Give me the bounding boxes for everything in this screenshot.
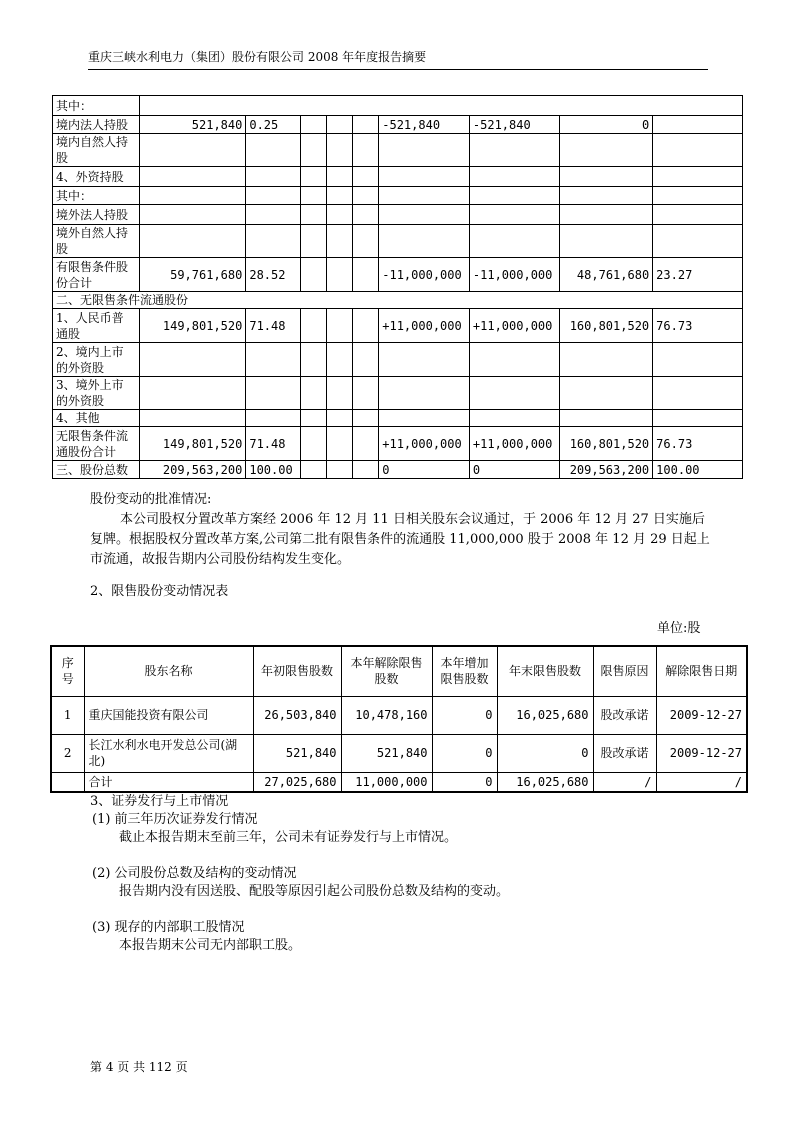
section3-item1-heading: (1) 前三年历次证券发行情况: [92, 812, 258, 827]
section3-item2-heading: (2) 公司股份总数及结构的变动情况: [92, 866, 297, 881]
row-added: 0: [432, 696, 497, 734]
cell-c7: [469, 225, 559, 258]
section3-item2-text: 报告期内没有因送股、配股等原因引起公司股份总数及结构的变动。: [119, 884, 510, 899]
cell-c4: [326, 258, 352, 292]
cell-c7: +11,000,000: [469, 309, 559, 343]
cell-c6: -11,000,000: [379, 258, 470, 292]
cell-c5: [353, 187, 379, 205]
cell-c4: [326, 187, 352, 205]
cell-c3: [300, 225, 326, 258]
cell-c6: [379, 343, 470, 377]
table-row: [53, 225, 743, 258]
cell-c5: [353, 410, 379, 427]
cell-c3: [300, 116, 326, 134]
cell-c6: -521,840: [379, 116, 470, 134]
cell-c2: [246, 187, 300, 205]
cell-c5: [353, 427, 379, 461]
table2-header-row: [51, 646, 747, 696]
cell-c8: [559, 205, 653, 225]
cell-c8: 48,761,680: [559, 258, 653, 292]
cell-c1: 149,801,520: [139, 309, 246, 343]
cell-c2: 0.25: [246, 116, 300, 134]
cell-c8: [559, 410, 653, 427]
cell-c1: [139, 410, 246, 427]
table-row: [53, 96, 743, 116]
header-start: 年初限售股数: [253, 646, 341, 696]
cell-c8: 209,563,200: [559, 461, 653, 479]
cell-c4: [326, 427, 352, 461]
section3-item1-text: 截止本报告期末至前三年，公司未有证券发行与上市情况。: [119, 830, 458, 845]
cell-c9: [653, 167, 743, 187]
row-no: 1: [51, 696, 84, 734]
cell-c5: [353, 258, 379, 292]
row-released: 10,478,160: [341, 696, 432, 734]
cell-c4: [326, 205, 352, 225]
cell-c2: [246, 410, 300, 427]
row-label: 境内自然人持股: [53, 134, 140, 167]
row-reason: 股改承诺: [593, 734, 656, 772]
table-row: [53, 461, 743, 479]
cell-c4: [326, 167, 352, 187]
table-row: [51, 696, 747, 734]
cell-c9: [653, 225, 743, 258]
cell-c2: 28.52: [246, 258, 300, 292]
cell-c8: 160,801,520: [559, 309, 653, 343]
row-start: 26,503,840: [253, 696, 341, 734]
cell-c2: [246, 134, 300, 167]
total-date: /: [656, 772, 747, 792]
row-label: 1、人民币普通股: [53, 309, 140, 343]
cell-c9: [653, 187, 743, 205]
cell-c2: [246, 225, 300, 258]
unit-label: 单位:股: [657, 621, 701, 636]
row-label: 4、其他: [53, 410, 140, 427]
section2-title: 2、限售股份变动情况表: [90, 584, 229, 599]
total-row: [51, 772, 747, 792]
table-row: [53, 410, 743, 427]
header-no: 序号: [51, 646, 84, 696]
cell-c4: [326, 225, 352, 258]
cell-c1: 209,563,200: [139, 461, 246, 479]
section3-title: 3、证券发行与上市情况: [90, 794, 229, 809]
cell-c8: [559, 187, 653, 205]
row-name: 长江水利水电开发总公司(湖北): [84, 734, 253, 772]
table-row: [53, 258, 743, 292]
cell-c5: [353, 134, 379, 167]
cell-c9: 23.27: [653, 258, 743, 292]
table-row: [53, 309, 743, 343]
table-row: [53, 167, 743, 187]
section3-item3-text: 本报告期末公司无内部职工股。: [119, 938, 302, 953]
header-reason: 限售原因: [593, 646, 656, 696]
cell-c6: [379, 377, 470, 410]
cell-c7: [469, 205, 559, 225]
cell-c6: [379, 410, 470, 427]
cell-c5: [353, 309, 379, 343]
cell-c3: [300, 309, 326, 343]
report-title: 重庆三峡水利电力（集团）股份有限公司 2008 年年度报告摘要: [88, 50, 427, 64]
cell-c4: [326, 377, 352, 410]
cell-c1: [139, 343, 246, 377]
cell-c3: [300, 258, 326, 292]
row-label: 其中：: [53, 96, 140, 116]
cell-c3: [300, 134, 326, 167]
cell-c2: [246, 343, 300, 377]
cell-c7: 0: [469, 461, 559, 479]
cell-c1: 521,840: [139, 116, 246, 134]
cell-c4: [326, 461, 352, 479]
cell-c9: [653, 343, 743, 377]
cell-c7: [469, 134, 559, 167]
cell-c1: 149,801,520: [139, 427, 246, 461]
cell-c7: -521,840: [469, 116, 559, 134]
cell-c5: [353, 377, 379, 410]
cell-c3: [300, 410, 326, 427]
row-label: 三、股份总数: [53, 461, 140, 479]
cell-c6: [379, 187, 470, 205]
cell-c5: [353, 116, 379, 134]
cell-c2: 71.48: [246, 427, 300, 461]
row-label: 其中：: [53, 187, 140, 205]
cell-c2: [246, 167, 300, 187]
row-label: 2、境内上市的外资股: [53, 343, 140, 377]
row-label: 境外自然人持股: [53, 225, 140, 258]
restricted-shares-table: [50, 645, 748, 793]
row-label: 有限售条件股份合计: [53, 258, 140, 292]
cell-c8: 0: [559, 116, 653, 134]
cell-c2: [246, 377, 300, 410]
cell-c8: [559, 167, 653, 187]
row-label: 境内法人持股: [53, 116, 140, 134]
cell-c9: [653, 134, 743, 167]
cell-c1: [139, 134, 246, 167]
row-end: 16,025,680: [497, 696, 593, 734]
cell-c8: [559, 225, 653, 258]
row-end: 0: [497, 734, 593, 772]
cell-c3: [300, 167, 326, 187]
row-released: 521,840: [341, 734, 432, 772]
page-header: [88, 48, 708, 70]
row-label: 3、境外上市的外资股: [53, 377, 140, 410]
table-row: [53, 427, 743, 461]
page-number: 第 4 页 共 112 页: [90, 1060, 188, 1074]
total-reason: /: [593, 772, 656, 792]
cell-c6: [379, 134, 470, 167]
cell-c1: [139, 167, 246, 187]
header-released: 本年解除限售股数: [341, 646, 432, 696]
table-row: [53, 292, 743, 309]
cell-c9: [653, 410, 743, 427]
cell-c2: 71.48: [246, 309, 300, 343]
section3-item3-heading: (3) 现存的内部职工股情况: [92, 920, 245, 935]
cell-c7: [469, 377, 559, 410]
table-row: [53, 134, 743, 167]
row-label: 境外法人持股: [53, 205, 140, 225]
cell-c7: [469, 410, 559, 427]
cell-c5: [353, 343, 379, 377]
cell-c9: 100.00: [653, 461, 743, 479]
cell-c5: [353, 461, 379, 479]
header-end: 年末限售股数: [497, 646, 593, 696]
cell-c1: 59,761,680: [139, 258, 246, 292]
cell-c9: [653, 205, 743, 225]
share-structure-table: [52, 95, 743, 479]
cell-c8: [559, 377, 653, 410]
cell-c8: [559, 343, 653, 377]
cell-c6: [379, 225, 470, 258]
total-added: 0: [432, 772, 497, 792]
cell-c7: [469, 187, 559, 205]
total-label: 合计: [84, 772, 253, 792]
row-start: 521,840: [253, 734, 341, 772]
cell-c1: [139, 377, 246, 410]
total-released: 11,000,000: [341, 772, 432, 792]
row-added: 0: [432, 734, 497, 772]
cell-c6: 0: [379, 461, 470, 479]
cell-c3: [300, 461, 326, 479]
row-no: 2: [51, 734, 84, 772]
cell-c5: [353, 205, 379, 225]
row-label: 无限售条件流通股份合计: [53, 427, 140, 461]
table-row: [53, 187, 743, 205]
row-label: 二、无限售条件流通股份: [53, 292, 743, 309]
cell-c6: [379, 167, 470, 187]
row-label: 4、外资持股: [53, 167, 140, 187]
table-row: [53, 116, 743, 134]
row-reason: 股改承诺: [593, 696, 656, 734]
table-row: [53, 205, 743, 225]
cell-c1: [139, 205, 246, 225]
cell-c5: [353, 225, 379, 258]
cell-c3: [300, 427, 326, 461]
total-start: 27,025,680: [253, 772, 341, 792]
cell-c4: [326, 410, 352, 427]
header-name: 股东名称: [84, 646, 253, 696]
cell-c5: [353, 167, 379, 187]
cell-c3: [300, 343, 326, 377]
cell-c6: [379, 205, 470, 225]
cell-c6: +11,000,000: [379, 427, 470, 461]
cell-c3: [300, 205, 326, 225]
cell-c9: [653, 116, 743, 134]
row-name: 重庆国能投资有限公司: [84, 696, 253, 734]
cell-c8: 160,801,520: [559, 427, 653, 461]
header-added: 本年增加限售股数: [432, 646, 497, 696]
cell-c8: [559, 134, 653, 167]
cell-c1: [139, 225, 246, 258]
cell-c4: [326, 309, 352, 343]
total-end: 16,025,680: [497, 772, 593, 792]
table-row: [51, 734, 747, 772]
cell-c3: [300, 377, 326, 410]
cell-c7: +11,000,000: [469, 427, 559, 461]
cell-c9: 76.73: [653, 427, 743, 461]
cell-c9: [653, 377, 743, 410]
approval-text: 本公司股权分置改革方案经 2006 年 12 月 11 日相关股东会议通过，于 2006 年 12 月 27 日实施后复牌。根据股权分置改革方案,公司第二批有限售条件的流通股 11,000,000 股于 2008 年 12 月 29 日起上市流通，故报告期内公司股份结构发生变化。: [90, 512, 710, 567]
approval-heading: 股份变动的批准情况:: [90, 492, 212, 507]
table-row: [53, 343, 743, 377]
cell-c4: [326, 134, 352, 167]
cell-c2: 100.00: [246, 461, 300, 479]
header-date: 解除限售日期: [656, 646, 747, 696]
cell-c9: 76.73: [653, 309, 743, 343]
cell-c4: [326, 116, 352, 134]
table-row: [53, 377, 743, 410]
cell-c7: [469, 343, 559, 377]
row-date: 2009-12-27: [656, 734, 747, 772]
cell-c2: [246, 205, 300, 225]
cell-c7: -11,000,000: [469, 258, 559, 292]
cell-c1: [139, 187, 246, 205]
cell-c4: [326, 343, 352, 377]
cell-c6: +11,000,000: [379, 309, 470, 343]
row-date: 2009-12-27: [656, 696, 747, 734]
cell-c7: [469, 167, 559, 187]
cell-c3: [300, 187, 326, 205]
